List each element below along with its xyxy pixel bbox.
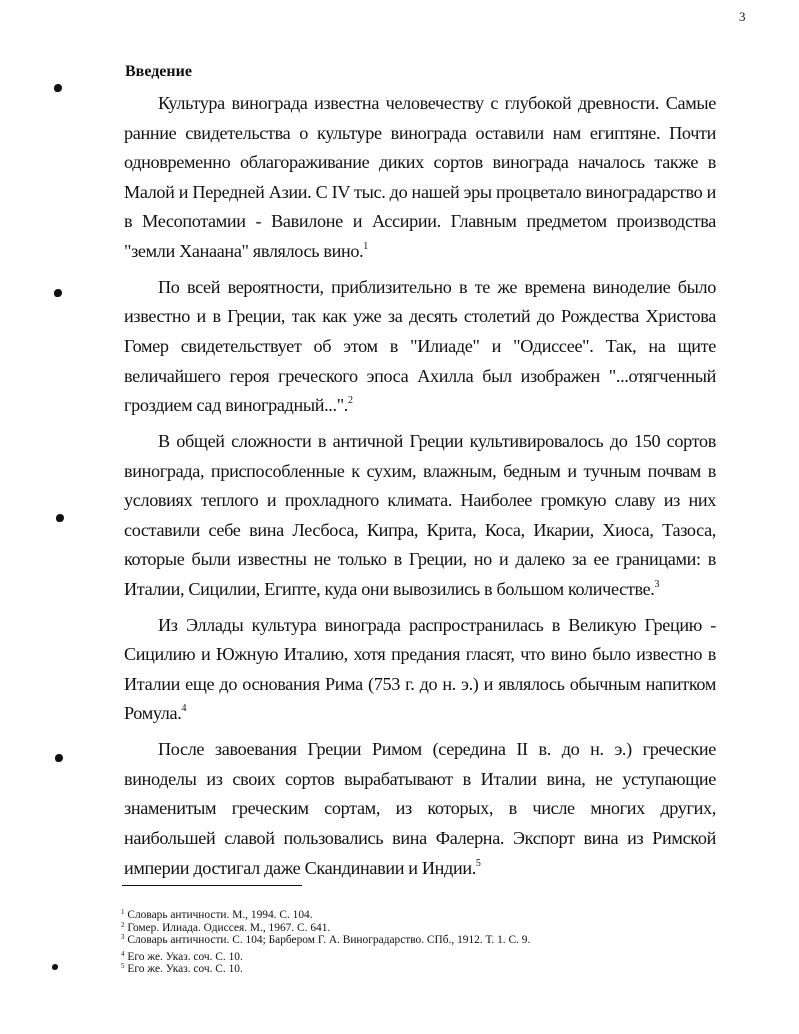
punch-hole-mark-icon	[54, 289, 62, 297]
punch-hole-mark-icon	[55, 754, 63, 762]
footnote-number: 5	[121, 962, 125, 970]
footnotes	[121, 909, 530, 976]
punch-hole-mark-icon	[56, 514, 64, 522]
footnote-text: Словарь античности. М., 1994. С. 104.	[127, 909, 313, 921]
footnote-ref: 5	[475, 857, 481, 869]
footnote-number: 2	[121, 920, 125, 929]
paragraph-text: Культура винограда известна человечеству с глубокой древности. Самые ранние свидетельства о культуре винограда оставили нам египтяне. Почти одновременно облагораживание диких сортов винограда началось также в Малой и Передней Азии. С IV тыс. до нашей эры процветало виноградарство и в Месопотамии - Вавилоне и Ассирии. Главным предметом производства "земли Ханаана" являлось вино.	[124, 93, 716, 261]
paragraph	[124, 89, 716, 267]
paragraph-text: В общей сложности в античной Греции культивировалось до 150 сортов винограда, приспособленные к сухим, влажным, бедным и тучным почвам в условиях теплого и прохладного климата. Наиболее громкую славу из них составили себе вина Лесбоса, Кипра, Крита, Коса, Икарии, Хиоса, Тазоса, которые были известны не только в Греции, но и далеко за ее границами: в Италии, Сицилии, Египте, куда они вывозились в большом количестве.	[124, 430, 716, 599]
footnote	[121, 934, 530, 947]
paragraph	[124, 611, 716, 729]
page-number: 3	[739, 9, 746, 24]
body-text	[124, 89, 716, 883]
paragraph-text: После завоевания Греции Римом (середина II в. до н. э.) греческие виноделы из своих сортов вырабатывают в Италии вина, не уступающие знаменитым греческим сортам, из которых, в числе многих других, наибольшей славой пользовались вина Фалерна. Экспорт вина из Римской империи достигал даже Скандинавии и Индии.	[124, 739, 716, 878]
section-heading: Введение	[125, 63, 192, 80]
footnote	[121, 951, 530, 964]
footnote	[121, 909, 530, 922]
footnote-text: Гомер. Илиада. Одиссея. М., 1967. С. 641.	[127, 921, 331, 934]
paragraph	[124, 735, 716, 883]
footnote-ref: 3	[654, 578, 660, 590]
footnote-text: Его же. Указ. соч. С. 10.	[127, 950, 243, 963]
footnote-ref: 4	[181, 703, 187, 715]
paragraph	[124, 427, 716, 605]
paragraph-text: Из Эллады культура винограда распространилась в Великую Грецию - Сицилию и Южную Италию, хотя предания гласят, что вино было известно в Италии еще до основания Рима (753 г. до н. э.) и являлось обычным напитком Ромула.	[124, 614, 716, 724]
footnote	[121, 922, 530, 935]
punch-hole-mark-icon	[52, 964, 58, 970]
footnote-number: 1	[121, 908, 125, 916]
footnote-ref: 2	[347, 395, 353, 407]
paragraph-text: По всей вероятности, приблизительно в те же времена виноделие было известно и в Греции, так как уже за десять столетий до Рождества Христова Гомер свидетельствует об этом в "Илиаде" и "Одиссее". Так, на щите величайшего героя греческого эпоса Ахилла был изображен "...отягченный гроздием сад виноградный...".	[124, 276, 716, 416]
footnote	[121, 963, 530, 976]
paragraph	[124, 273, 716, 421]
footnote-separator	[122, 885, 302, 886]
footnote-number: 4	[121, 949, 125, 958]
footnote-number: 3	[121, 933, 125, 941]
footnote-text: Словарь античности. С. 104; Барбером Г. А. Виноградарство. СПб., 1912. Т. 1. С. 9.	[127, 934, 531, 946]
footnote-text: Его же. Указ. соч. С. 10.	[127, 963, 243, 975]
footnote-ref: 1	[363, 240, 368, 252]
punch-hole-mark-icon	[54, 84, 62, 92]
